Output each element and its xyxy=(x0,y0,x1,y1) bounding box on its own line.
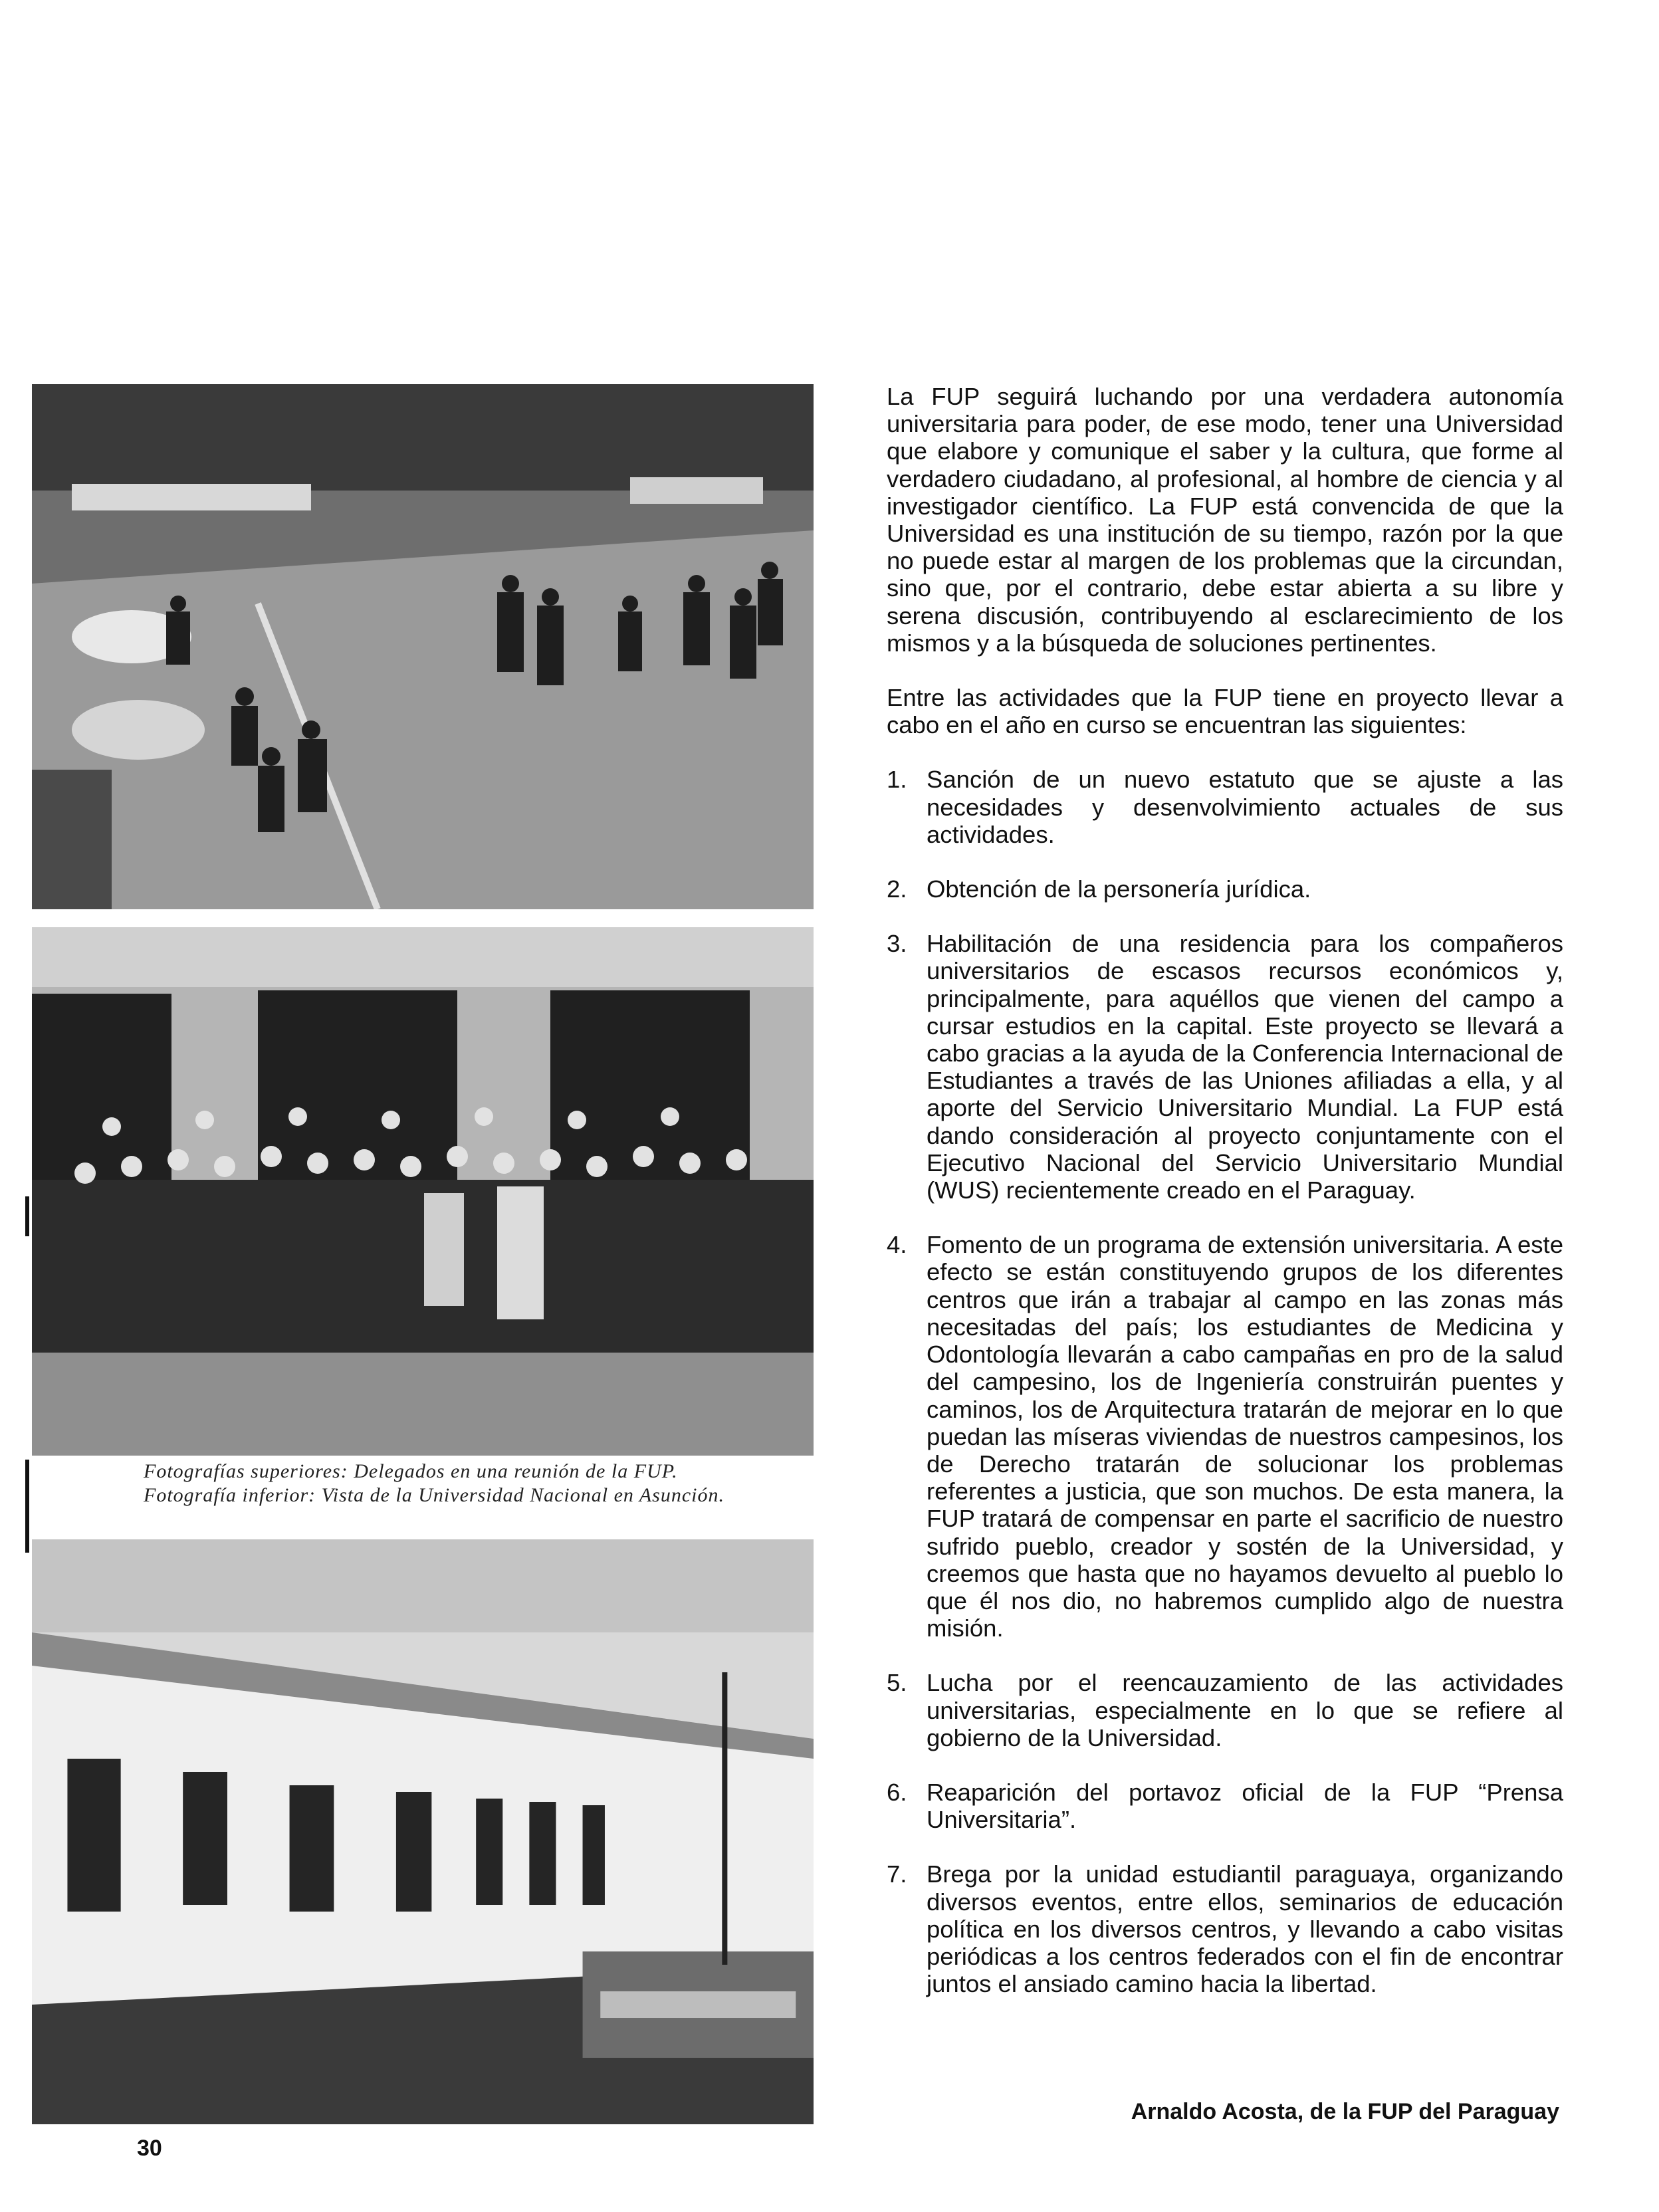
list-item xyxy=(887,766,1563,848)
list-item xyxy=(887,930,1563,1204)
list-item-number: 4. xyxy=(887,1231,907,1259)
article-lead: Entre las actividades que la FUP tiene en proyecto llevar a cabo en el año en curso se encuentran las siguientes: xyxy=(887,684,1563,739)
list-item-number: 6. xyxy=(887,1778,907,1806)
photo-delegates-courtyard-image xyxy=(32,384,814,909)
list-item xyxy=(887,1231,1563,1642)
article-column xyxy=(887,383,1563,2025)
list-item-number: 5. xyxy=(887,1669,907,1697)
list-item-text: Sanción de un nuevo estatuto que se ajuste a las necesidades y desenvolvimiento actuales de sus actividades. xyxy=(927,766,1563,848)
photo-university-building-image xyxy=(32,1539,814,2124)
list-item-number: 3. xyxy=(887,930,907,958)
list-item-number: 2. xyxy=(887,875,907,903)
list-item-number: 1. xyxy=(887,766,907,794)
list-item xyxy=(887,1860,1563,1997)
caption-line-upper: Fotografías superiores: Delegados en una reunión de la FUP. xyxy=(144,1460,678,1482)
list-item xyxy=(887,1779,1563,1833)
list-item-text: Habilitación de una residencia para los compañeros universitarios de escasos recursos económicos y, principalmente, para aquéllos que vienen del campo a cursar estudios en la capital. Este proyecto se llevará a cabo gracias a la ayuda de la Conferencia Internacional de Estudiantes a través de las Uniones afiliadas a ella, y al aporte del Servicio Universitario Mundial. La FUP está dando consideración al proyecto conjuntamente con el Ejecutivo Nacional del Servicio Universitario Mundial (WUS) recientemente creado en el Paraguay. xyxy=(927,930,1563,1204)
photo-delegates-courtyard xyxy=(32,384,814,909)
margin-rule xyxy=(25,1196,29,1236)
margin-rule xyxy=(25,1460,29,1553)
list-item-text: Fomento de un programa de extensión universitaria. A este efecto se están constituyendo grupos de los diferentes centros que irán a trabajar al campo en las zonas más necesitadas del país; los estudiantes de Medicina y Odontología llevarán a cabo campañas en pro de la salud del campesino, los de Ingeniería construirán puentes y caminos, los de Arquitectura tratarán de mejorar en lo que puedan las míseras viviendas de nuestros campesinos, los de Derecho tratarán de solucionar los problemas referentes a justicia, que son muchos. De esta manera, la FUP tratará de compensar en parte el sacrificio de nuestro sufrido pueblo, creador y sostén de la Universidad, y creemos que hasta que no hayamos devuelto al pueblo lo que él nos dio, no habremos cumplido algo de nuestra misión. xyxy=(927,1231,1563,1642)
article-intro: La FUP seguirá luchando por una verdadera autonomía universitaria para poder, de ese modo, tener una Universidad que elabore y comunique el saber y la cultura, que forme al verdadero ciudadano, al profesional, al hombre de ciencia y al investigador científico. La FUP está convencida de que la Universidad es una institución de su tiempo, razón por la que no puede estar al margen de los problemas que la circundan, sino que, por el contrario, debe estar abierta a su libre y serena discusión, contribuyendo al esclarecimiento de los mismos y a la búsqueda de soluciones pertinentes. xyxy=(887,383,1563,657)
photo-delegates-group xyxy=(32,927,814,1456)
photo-caption xyxy=(144,1460,816,1507)
caption-line-lower: Fotografía inferior: Vista de la Universidad Nacional en Asunción. xyxy=(144,1484,724,1506)
list-item xyxy=(887,1669,1563,1751)
photo-delegates-group-image xyxy=(32,927,814,1456)
list-item-text: Brega por la unidad estudiantil paraguaya, organizando diversos eventos, entre ellos, seminarios de educación política en los diversos centros, y llevando a cabo visitas periódicas a los centros federados con el fin de encontrar juntos el ansiado camino hacia la libertad. xyxy=(927,1860,1563,1998)
page-number: 30 xyxy=(137,2136,162,2161)
list-item-text: Obtención de la personería jurídica. xyxy=(927,875,1311,903)
list-item-text: Lucha por el reencauzamiento de las actividades universitarias, especialmente en lo que se refiere al gobierno de la Universidad. xyxy=(927,1669,1563,1751)
photo-university-building xyxy=(32,1539,814,2124)
list-item xyxy=(887,875,1563,903)
author-signature: Arnaldo Acosta, de la FUP del Paraguay xyxy=(1131,2099,1559,2124)
activities-list xyxy=(887,766,1563,1997)
list-item-text: Reaparición del portavoz oficial de la FUP “Prensa Universitaria”. xyxy=(927,1778,1563,1834)
list-item-number: 7. xyxy=(887,1860,907,1888)
